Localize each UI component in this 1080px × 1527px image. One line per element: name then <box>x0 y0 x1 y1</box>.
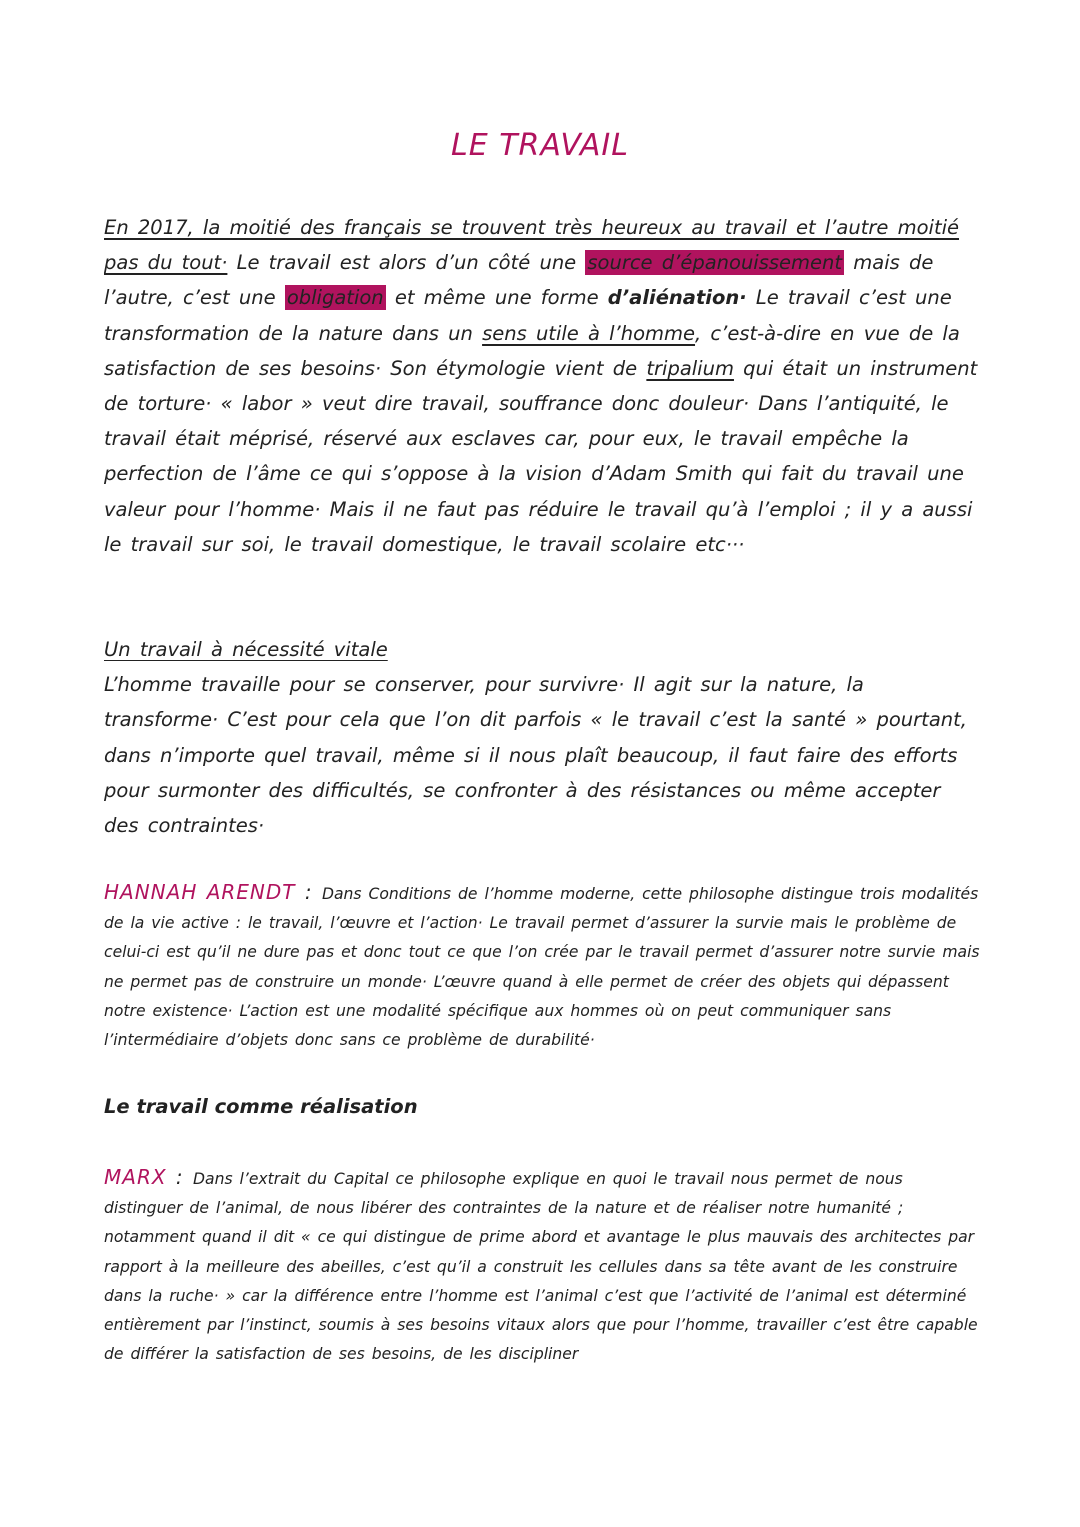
book-capital: Capital <box>333 1170 389 1188</box>
section-vital-text: L’homme travaille pour se conserver, pour survivre· Il agit sur la nature, la transforme· C’est pour cela que l’on dit parfois « le travail c’est la santé » pourtant, dans n’importe quel travail, même si il nous plaît beaucoup, il faut faire des efforts pour surmonter des difficultés, se confronter à des résistances ou même accepter des contraintes· <box>104 673 967 838</box>
section-vital-necessity <box>104 632 984 843</box>
marx-paragraph <box>104 1163 984 1369</box>
arendt-text: Dans Conditions de l’homme moderne, cette philosophe distingue trois modalités de la vie active : le travail, l’œuvre et l’action· Le travail permet d’assurer la survie mais le problème de celui-ci est qu’il ne dure pas et donc tout ce que l’on crée par le travail permet d’assurer notre survie mais ne permet pas de construire un monde· L’œuvre quand à elle permet de créer des objets qui dépassent notre existence· L’action est une modalité spécifique aux hommes où on peut communiquer sans l’intermédiaire d’objets donc sans ce problème de durabilité· <box>104 885 980 1050</box>
intro-text-6: qui était un instrument de torture· « labor » veut dire travail, souffrance donc douleur· Dans l’antiquité, le travail était méprisé, réservé aux esclaves car, pour eux, le travail empêche la perfection de l’âme ce qui s’oppose à la vision d’Adam Smith qui fait du travail une valeur pour l’homme· Mais il ne faut pas réduire le travail qu’à l’emploi ; il y a aussi le travail sur soi, le travail domestique, le travail scolaire etc··· <box>104 356 978 556</box>
author-marx: MARX <box>104 1165 167 1189</box>
page-title: LE TRAVAIL <box>451 128 629 164</box>
highlight-obligation: obligation <box>286 286 384 310</box>
intro-paragraph <box>104 210 984 562</box>
intro-text-4: Le travail c’est une transformation de la nature dans un <box>104 286 952 345</box>
section-title-vital: Un travail à nécessité vitale <box>104 638 388 661</box>
section-title-realisation: Le travail comme réalisation <box>104 1095 418 1118</box>
marx-text-b: ce philosophe explique en quoi le travail nous permet de nous distinguer de l’animal, de nous libérer des contraintes de la nature et de réaliser notre humanité ; notamment quand il dit « ce qui distingue de prime abord et avantage le plus mauvais des architectes par rapport à la meilleure des abeilles, c’est qu’il a construit les cellules dans sa tête avant de les construire dans la ruche· » car la différence entre l’homme est l’animal c’est que l’activité de l’animal est déterminé entièrement par l’instinct, soumis à ses besoins vitaux alors que pour l’homme, travailler c’est être capable de différer la satisfaction de ses besoins, de les discipliner <box>104 1170 978 1364</box>
marx-text-a: Dans l’extrait du <box>193 1170 334 1188</box>
intro-underlined-sentence: En 2017, la moitié des français se trouvent très heureux au travail et l’autre moitié pas du tout· <box>104 216 960 275</box>
intro-text-2: mais de l’autre, c’est une <box>104 251 934 310</box>
underlined-tripalium: tripalium <box>646 356 734 380</box>
marx-separator: : <box>166 1165 193 1189</box>
intro-text-1: Le travail est alors d’un côté une <box>227 251 586 275</box>
highlight-epanouissement: source d’épanouissement <box>587 251 843 275</box>
intro-text-5: , c’est-à-dire en vue de la satisfaction de ses besoins· Son étymologie vient de <box>104 321 960 380</box>
underlined-sens-utile: sens utile à l’homme <box>482 321 696 345</box>
intro-text-3: et même une forme <box>385 286 608 310</box>
author-arendt: HANNAH ARENDT <box>104 880 296 904</box>
arendt-separator: : <box>295 880 322 904</box>
arendt-paragraph <box>104 878 984 1055</box>
bold-alienation: d’aliénation· <box>607 286 747 310</box>
